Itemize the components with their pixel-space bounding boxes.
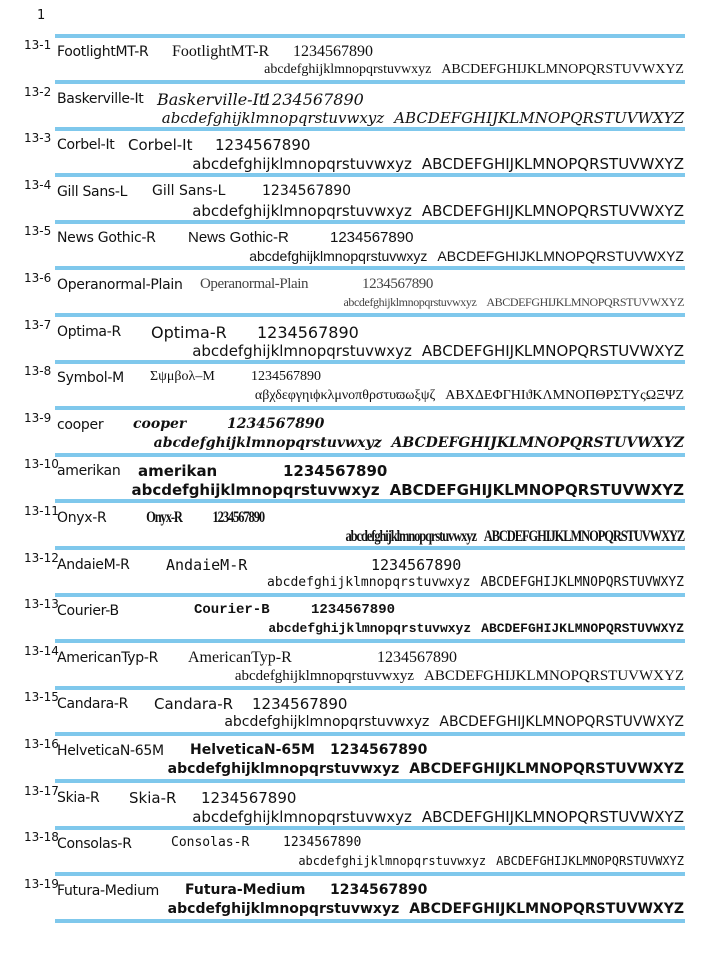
row-divider <box>55 686 685 690</box>
row-number: 13-6 <box>24 271 52 285</box>
sample-digits: 1234567890 <box>212 509 265 526</box>
sample-digits: 1234567890 <box>201 788 297 807</box>
sample-lowercase: abcdefghijklmnopqrstuvwxyz <box>153 434 382 451</box>
sample-name: Futura-Medium <box>185 881 306 898</box>
sample-digits: 1234567890 <box>227 415 325 432</box>
sample-alphabet <box>132 481 685 499</box>
sample-lowercase: abcdefghijklmnopqrstuvwxyz <box>167 761 400 777</box>
sample-alphabet <box>168 761 684 777</box>
sample-digits: 1234567890 <box>251 369 321 385</box>
sample-uppercase: ABCDEFGHIJKLMNOPQRSTUVWXYZ <box>496 854 684 869</box>
sample-alphabet <box>192 808 684 826</box>
row-divider <box>55 593 685 597</box>
sample-name: FootlightMT-R <box>172 43 270 60</box>
row-divider <box>55 127 685 131</box>
sample-name: Optima-R <box>151 322 227 342</box>
row-divider <box>55 499 685 503</box>
row-divider <box>55 406 685 410</box>
sample-name: Skia-R <box>129 788 177 807</box>
specimen-row <box>0 830 712 876</box>
sample-name: Candara-R <box>154 695 234 714</box>
row-number: 13-10 <box>24 457 59 472</box>
row-divider <box>55 360 685 364</box>
font-label: Symbol-M <box>57 370 124 387</box>
font-label: Futura-Medium <box>57 882 159 899</box>
row-number: 13-4 <box>24 177 52 192</box>
sample-uppercase: ABCDEFGHIJKLMNOPQRSTUVWXYZ <box>409 761 684 777</box>
sample-alphabet <box>154 435 684 451</box>
sample-lowercase: abcdefghijklmnopqrstuvwxyz <box>264 62 432 77</box>
font-label: Baskerville-It <box>57 90 144 107</box>
font-label: Onyx-R <box>57 510 107 526</box>
row-number: 13-12 <box>24 550 59 565</box>
sample-lowercase: abcdefghijklmnopqrstuvwxyz <box>192 155 412 174</box>
specimen-row <box>0 38 712 84</box>
specimen-row <box>0 597 712 643</box>
row-number: 13-18 <box>24 830 59 845</box>
row-number: 13-14 <box>24 643 59 658</box>
sample-uppercase: ABCDEFGHIJKLMNOPQRSTUVWXYZ <box>391 434 684 451</box>
row-number: 13-15 <box>24 690 59 705</box>
sample-name: Courier-B <box>194 602 270 619</box>
sample-name: Corbel-It <box>128 136 193 155</box>
font-label: Consolas-R <box>57 836 132 853</box>
sample-uppercase: ABCDEFGHIJKLMNOPQRSTUVWXYZ <box>421 201 684 220</box>
specimen-row <box>0 504 712 550</box>
row-number: 13-17 <box>24 783 59 798</box>
specimen-row <box>0 551 712 597</box>
specimen-row <box>0 411 712 457</box>
row-number: 13-8 <box>24 364 52 379</box>
sample-lowercase: abcdefghijklmnopqrstuvwxyz <box>298 854 487 869</box>
sample-uppercase: ABCDEFGHIJKLMNOPQRSTUVWXYZ <box>421 155 684 174</box>
sample-uppercase: ABCDEFGHIJKLMNOPQRSTUVWXYZ <box>389 481 684 500</box>
sample-lowercase: abcdefghijklmnopqrstuvwxyz <box>192 341 412 360</box>
row-number: 13-19 <box>24 876 59 891</box>
sample-name: News Gothic-R <box>188 229 289 247</box>
sample-name: AmericanTyp-R <box>188 648 292 666</box>
sample-digits: 1234567890 <box>362 276 434 292</box>
row-divider <box>55 220 685 224</box>
sample-lowercase: abcdefghijklmnopqrstuvwxyz <box>167 900 400 917</box>
sample-digits: 1234567890 <box>252 695 348 714</box>
sample-uppercase: ABCDEFGHIJKLMNOPQRSTUVWXYZ <box>409 900 684 917</box>
sample-alphabet <box>268 621 684 636</box>
page-number: 1 <box>37 8 46 23</box>
sample-uppercase: ΑΒΧΔΕΦΓΗΙϑΚΛΜΝΟΠΘΡΣΤΥςΩΞΨΖ <box>445 388 684 404</box>
row-divider <box>55 919 685 923</box>
sample-uppercase: ABCDEFGHIJKLMNOPQRSTUVWXYZ <box>421 341 684 360</box>
row-divider <box>55 779 685 783</box>
row-divider <box>55 872 685 876</box>
row-number: 13-2 <box>24 84 52 99</box>
row-number: 13-11 <box>24 504 59 518</box>
sample-name: Operanormal-Plain <box>200 276 309 292</box>
sample-digits: 1234567890 <box>262 182 352 199</box>
font-label: News Gothic-R <box>57 230 156 247</box>
sample-alphabet <box>267 575 684 590</box>
sample-lowercase: abcdefghijklmnopqrstuvwxyz <box>343 295 477 309</box>
sample-digits: 1234567890 <box>330 881 428 898</box>
font-label: Candara-R <box>57 696 129 713</box>
sample-uppercase: ABCDEFGHIJKLMNOPQRSTUVWXYZ <box>421 807 684 826</box>
font-label: Operanormal-Plain <box>57 277 183 293</box>
sample-lowercase: abcdefghijklmnopqrstuvwxyz <box>267 574 471 590</box>
sample-digits: 1234567890 <box>330 229 414 247</box>
font-label: Corbel-It <box>57 137 115 154</box>
sample-uppercase: ABCDEFGHIJKLMNOPQRSTUVWXYZ <box>423 667 684 684</box>
sample-alphabet <box>235 668 684 685</box>
sample-uppercase: ABCDEFGHIJKLMNOPQRSTUVWXYZ <box>480 574 684 590</box>
sample-digits: 1234567890 <box>371 555 462 574</box>
sample-alphabet <box>298 854 684 868</box>
row-number: 13-3 <box>24 131 52 146</box>
sample-lowercase: abcdefghijklmnopqrstuvwxyz <box>131 481 380 500</box>
specimen-row <box>0 644 712 690</box>
specimen-row <box>0 318 712 364</box>
font-label: HelveticaN-65M <box>57 743 164 759</box>
font-label: Optima-R <box>57 323 121 340</box>
sample-digits: 1234567890 <box>377 648 457 666</box>
sample-alphabet <box>192 202 684 220</box>
specimen-row <box>0 178 712 224</box>
specimen-row <box>0 784 712 830</box>
sample-uppercase: ABCDEFGHIJKLMNOPQRSTUVWXYZ <box>486 295 684 309</box>
sample-uppercase: ABCDEFGHIJKLMNOPQRSTUVWXYZ <box>439 714 684 731</box>
row-divider <box>55 826 685 830</box>
specimen-row <box>0 271 712 317</box>
font-label: cooper <box>57 416 104 433</box>
font-label: AmericanTyp-R <box>57 649 159 666</box>
sample-lowercase: abcdefghijklmnopqrstuvwxyz <box>224 714 430 731</box>
row-divider <box>55 173 685 177</box>
specimen-row <box>0 690 712 736</box>
row-divider <box>55 453 685 457</box>
sample-lowercase: abcdefghijklmnopqrstuvwxyz <box>249 248 428 265</box>
sample-digits: 1234567890 <box>262 89 364 109</box>
sample-uppercase: ABCDEFGHIJKLMNOPQRSTUVWXYZ <box>437 248 684 265</box>
sample-lowercase: abcdefghijklmnopqrstuvwxyz <box>234 667 414 684</box>
sample-name: amerikan <box>138 462 218 481</box>
sample-uppercase: ABCDEFGHIJKLMNOPQRSTUVWXYZ <box>481 621 684 637</box>
font-label: FootlightMT-R <box>57 44 149 60</box>
sample-name: Gill Sans-L <box>152 182 226 199</box>
row-divider <box>55 266 685 270</box>
sample-digits: 1234567890 <box>311 602 396 619</box>
sample-uppercase: ABCDEFGHIJKLMNOPQRSTUVWXYZ <box>441 62 684 77</box>
sample-lowercase: abcdefghijklmnopqrstuvwxyz <box>268 621 472 637</box>
specimen-row <box>0 364 712 410</box>
sample-name: Σψμβολ–Μ <box>150 369 215 385</box>
row-number: 13-9 <box>24 410 52 425</box>
sample-alphabet <box>224 714 684 730</box>
sample-alphabet <box>345 528 684 546</box>
sample-alphabet <box>168 901 684 917</box>
sample-name: Baskerville-It <box>157 89 266 109</box>
sample-name: cooper <box>133 415 187 432</box>
sample-name: Consolas-R <box>171 835 250 851</box>
sample-lowercase: abcdefghijklmnopqrstuvwxyz <box>345 528 476 545</box>
sample-digits: 1234567890 <box>257 322 359 342</box>
sample-name: AndaieM-R <box>166 555 248 574</box>
row-divider <box>55 732 685 736</box>
row-number: 13-5 <box>24 224 52 239</box>
sample-alphabet <box>192 155 684 173</box>
sample-digits: 1234567890 <box>283 835 362 851</box>
sample-lowercase: abcdefghijklmnopqrstuvwxyz <box>192 807 412 826</box>
font-label: amerikan <box>57 463 121 480</box>
specimen-row <box>0 85 712 131</box>
sample-uppercase: ABCDEFGHIJKLMNOPQRSTUVWXYZ <box>483 528 684 545</box>
sample-lowercase: αβχδεφγηιϕκλμνοπθρστυϖωξψζ <box>254 388 436 404</box>
sample-uppercase: ABCDEFGHIJKLMNOPQRSTUVWXYZ <box>394 108 684 127</box>
row-divider <box>55 639 685 643</box>
row-divider <box>55 80 685 84</box>
specimen-row <box>0 457 712 503</box>
row-number: 13-13 <box>24 597 59 612</box>
specimen-row <box>0 131 712 177</box>
specimen-row <box>0 877 712 923</box>
row-number: 13-7 <box>24 317 52 332</box>
sample-lowercase: abcdefghijklmnopqrstuvwxyz <box>161 108 385 127</box>
row-number: 13-16 <box>24 737 59 751</box>
sample-alphabet <box>264 62 684 78</box>
sample-alphabet <box>192 342 684 360</box>
sample-alphabet <box>343 295 684 310</box>
sample-name: Onyx-R <box>146 509 182 526</box>
specimen-row <box>0 737 712 783</box>
font-label: Skia-R <box>57 789 100 806</box>
row-number: 13-1 <box>24 38 52 52</box>
sample-alphabet <box>255 388 684 404</box>
sample-alphabet <box>249 248 684 264</box>
font-label: Gill Sans-L <box>57 183 128 200</box>
font-label: Courier-B <box>57 603 119 620</box>
row-divider <box>55 546 685 550</box>
row-divider <box>55 313 685 317</box>
sample-digits: 1234567890 <box>330 742 428 758</box>
specimen-row <box>0 224 712 270</box>
sample-lowercase: abcdefghijklmnopqrstuvwxyz <box>192 201 412 220</box>
sample-digits: 1234567890 <box>215 136 311 155</box>
sample-digits: 1234567890 <box>293 43 373 60</box>
sample-name: HelveticaN-65M <box>190 742 315 758</box>
sample-digits: 1234567890 <box>283 462 388 481</box>
font-label: AndaieM-R <box>57 556 130 573</box>
sample-alphabet <box>162 109 684 127</box>
